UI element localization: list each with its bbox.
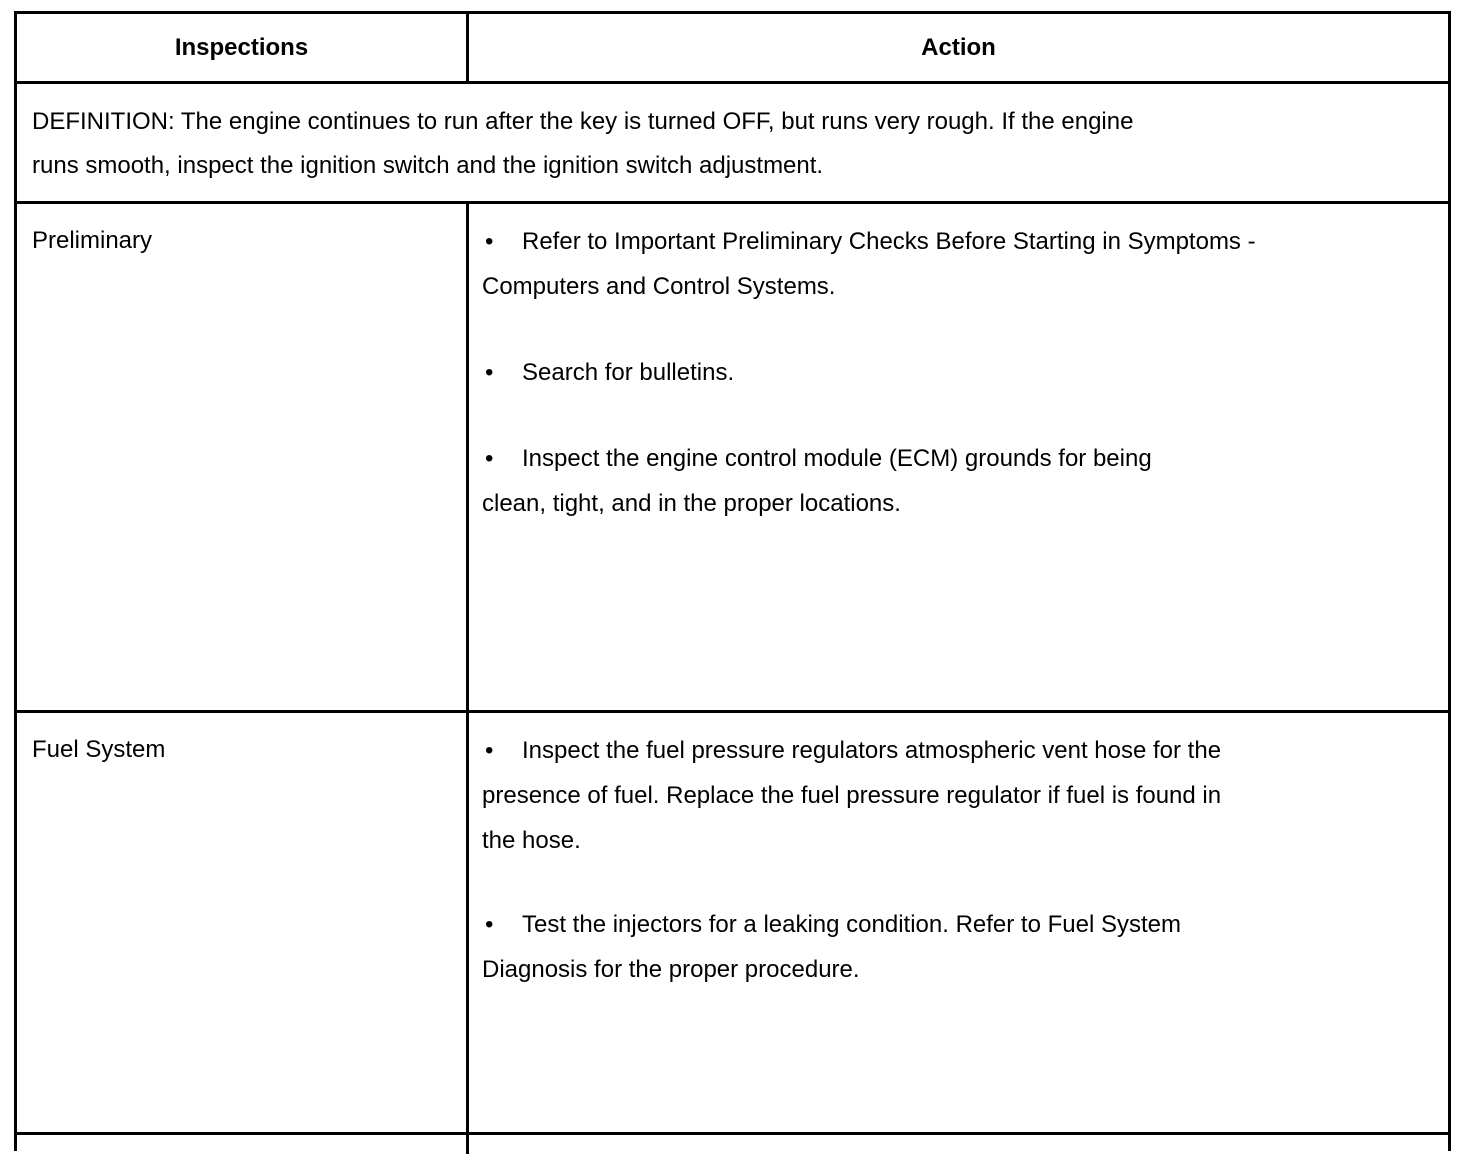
action-line: the hose. xyxy=(482,827,581,854)
action-line: Test the injectors for a leaking condition. Refer to Fuel System xyxy=(522,911,1181,938)
action-line: Refer to Important Preliminary Checks Before Starting in Symptoms - xyxy=(522,228,1256,255)
action-line: Inspect the fuel pressure regulators atmospheric vent hose for the xyxy=(522,737,1222,764)
row-divider-fuel-system xyxy=(17,1132,1448,1135)
bullet-icon: • xyxy=(485,737,494,764)
action-line: presence of fuel. Replace the fuel pressure regulator if fuel is found in xyxy=(482,782,1222,809)
row-divider-preliminary xyxy=(17,710,1448,713)
action-line: Diagnosis for the proper procedure. xyxy=(482,956,860,983)
header-divider xyxy=(17,81,1448,84)
definition-text xyxy=(32,100,1432,188)
column-divider-header xyxy=(466,14,469,84)
bullet-icon: • xyxy=(485,911,494,938)
preliminary-action-1 xyxy=(482,219,1402,309)
fuel-system-action-1 xyxy=(482,728,1402,863)
action-line: clean, tight, and in the proper locations. xyxy=(482,490,901,517)
inspection-fuel-system: Fuel System xyxy=(32,736,166,763)
bullet-icon: • xyxy=(485,228,494,255)
header-inspections: Inspections xyxy=(174,34,309,61)
inspection-preliminary: Preliminary xyxy=(32,227,153,254)
fuel-system-action-2 xyxy=(482,902,1402,992)
action-line: Search for bulletins. xyxy=(522,359,735,386)
preliminary-action-2 xyxy=(482,350,1402,395)
definition-divider xyxy=(17,201,1448,204)
inspections-table xyxy=(14,11,1451,1151)
bullet-icon: • xyxy=(485,445,494,472)
definition-line-1: DEFINITION: The engine continues to run after the key is turned OFF, but runs very rough. If the engine xyxy=(32,108,1134,135)
definition-line-2: runs smooth, inspect the ignition switch and the ignition switch adjustment. xyxy=(32,152,824,179)
column-divider-body xyxy=(466,201,469,1154)
preliminary-action-3 xyxy=(482,436,1402,526)
action-line: Computers and Control Systems. xyxy=(482,273,836,300)
header-action: Action xyxy=(921,34,996,61)
bullet-icon: • xyxy=(485,359,494,386)
action-line: Inspect the engine control module (ECM) grounds for being xyxy=(522,445,1152,472)
